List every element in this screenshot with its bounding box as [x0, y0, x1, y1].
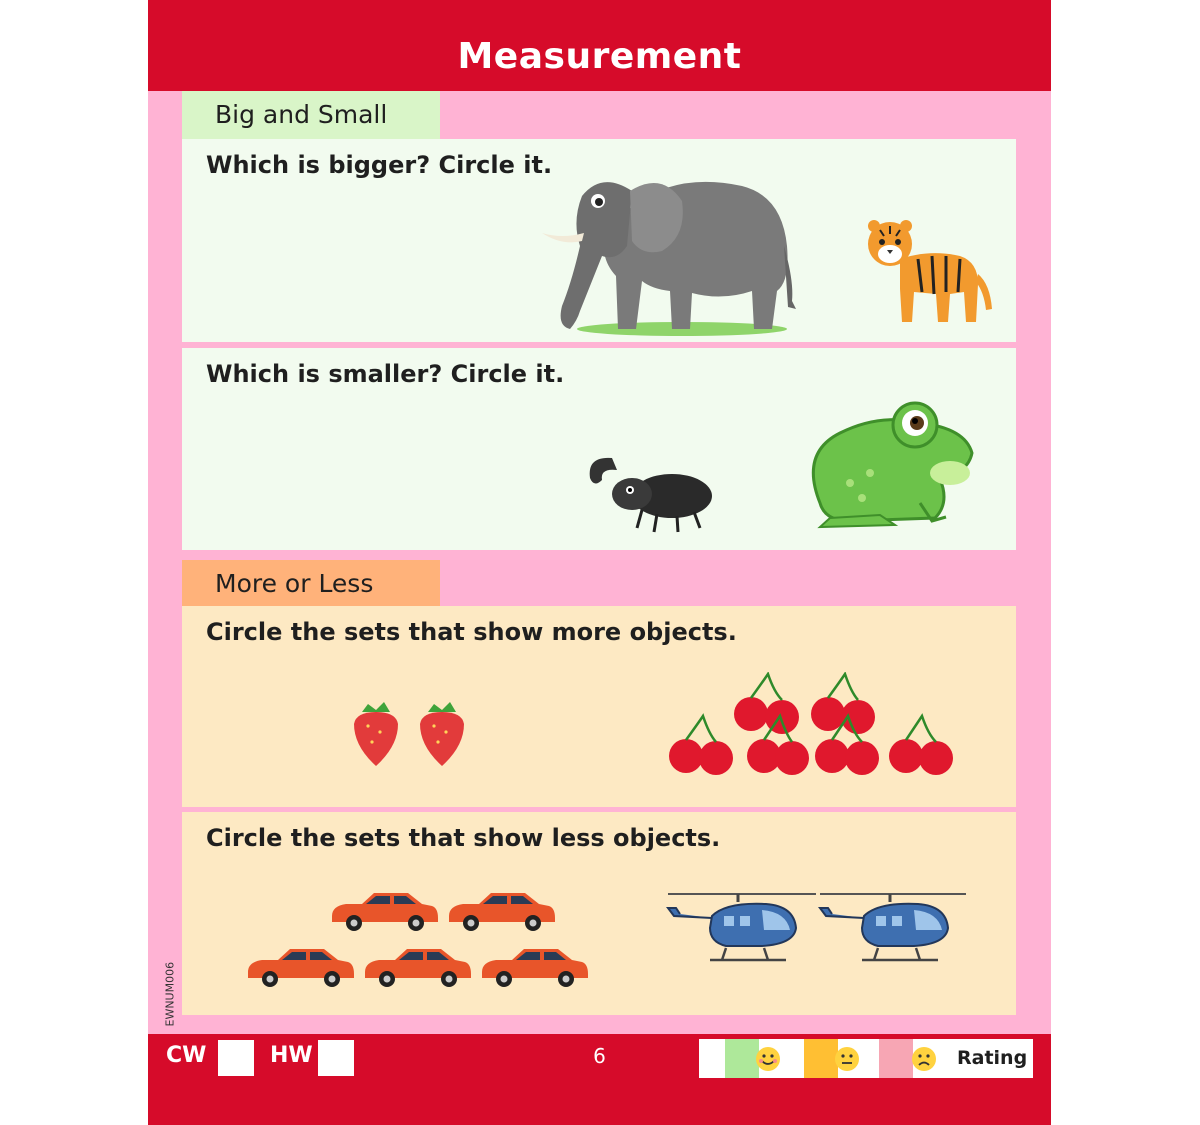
- question-panel-less: [182, 812, 1016, 1015]
- happy-face-icon[interactable]: [755, 1046, 781, 1072]
- question-text: Circle the sets that show less objects.: [206, 824, 721, 852]
- cw-label: CW: [166, 1043, 207, 1068]
- title-bar: [148, 0, 1051, 91]
- neutral-face-icon[interactable]: [834, 1046, 860, 1072]
- hw-label: HW: [270, 1043, 313, 1068]
- tiger-icon[interactable]: [860, 214, 995, 329]
- page-number: 6: [593, 1044, 606, 1068]
- question-text: Circle the sets that show more objects.: [206, 618, 737, 646]
- beetle-icon[interactable]: [582, 448, 717, 538]
- page-title: Measurement: [457, 36, 742, 77]
- elephant-icon[interactable]: [532, 151, 802, 341]
- rating-box: [699, 1039, 1033, 1078]
- rating-label: Rating: [957, 1047, 1028, 1069]
- rating-sad-swatch[interactable]: [879, 1039, 913, 1078]
- question-text: Which is bigger? Circle it.: [206, 151, 553, 179]
- car-icon[interactable]: [242, 888, 592, 996]
- rating-happy-swatch[interactable]: [725, 1039, 759, 1078]
- section-tab-big-and-small: [182, 91, 440, 139]
- section-tab-more-or-less: [182, 560, 440, 607]
- frog-icon[interactable]: [800, 393, 980, 533]
- strawberry-icon[interactable]: [350, 698, 475, 770]
- helicopter-icon[interactable]: [666, 886, 966, 968]
- section-heading: Big and Small: [215, 100, 388, 129]
- question-panel-smaller: [182, 348, 1016, 550]
- question-panel-more: [182, 606, 1016, 807]
- sad-face-icon[interactable]: [911, 1046, 937, 1072]
- section-heading: More or Less: [215, 569, 374, 598]
- worksheet-code: EWNUM006: [163, 961, 177, 1027]
- worksheet-page: [148, 0, 1051, 1125]
- question-panel-bigger: [182, 139, 1016, 342]
- question-text: Which is smaller? Circle it.: [206, 360, 565, 388]
- cherry-icon[interactable]: [666, 672, 961, 780]
- rating-neutral-swatch[interactable]: [804, 1039, 838, 1078]
